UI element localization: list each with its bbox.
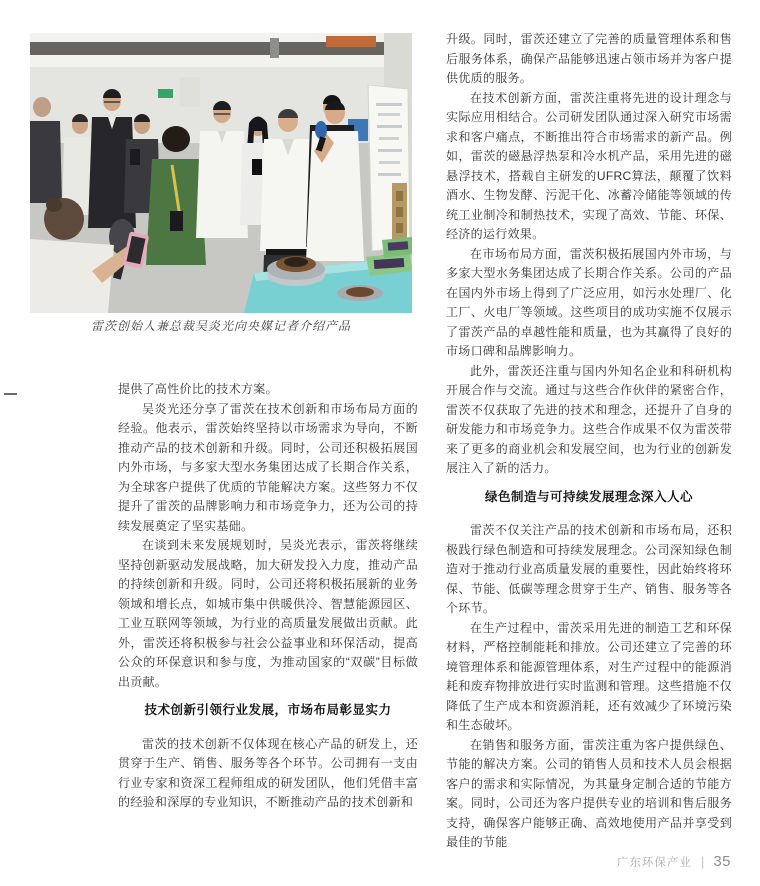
paragraph: 升级。同时，雷茨还建立了完善的质量管理体系和售后服务体系，确保产品能够迅速占领市场并为客户提供优质的服务。 [446,32,732,85]
page-number: 35 [713,853,731,870]
paragraph: 在市场布局方面，雷茨积极拓展国内外市场，与多家大型水务集团达成了长期合作关系。公司的产品在国内外市场上得到了广泛应用，如污水处理厂、化工厂、火电厂等领域。这些项目的成功实施不仅展示了雷茨产品的卓越性能和质量，也为其赢得了良好的市场口碑和品牌影响力。 [446,246,732,358]
page-edge-mark [4,393,17,395]
factory-photo-scene [30,33,412,313]
left-text-column [118,380,418,813]
footer-separator: | [700,854,705,869]
paragraph: 在生产过程中，雷茨采用先进的制造工艺和环保材料，严格控制能耗和排放。公司还建立了完善的环境管理体系和能源管理体系，对生产过程中的能源消耗和废弃物排放进行实时监测和管理。这些措施不仅降低了生产成本和资源消耗，还有效减少了环境污染和生态破坏。 [446,620,732,732]
factory-visit-photo [30,33,412,313]
paragraph: 吴炎光还分享了雷茨在技术创新和市场布局方面的经验。他表示，雷茨始终坚持以市场需求为导向，不断推动产品的技术创新和升级。同时，公司还积极拓展国内外市场，与多家大型水务集团达成了长期合作关系，为全球客户提供了优质的节能解决方案。这些努力不仅提升了雷茨的品牌影响力和市场竞争力，还为公司的持续发展奠定了坚实基础。 [118,401,418,533]
paragraph: 在谈到未来发展规划时，吴炎光表示，雷茨将继续坚持创新驱动发展战略，加大研发投入力度，推动产品的持续创新和升级。同时，公司还将积极拓展新的业务领域和增长点，如城市集中供暖供冷、智慧能源园区、工业互联网等领域，为行业的高质量发展做出贡献。此外，雷茨还将积极参与社会公益事业和环保活动，提高公众的环保意识和参与度，为推动国家的“双碳”目标做出贡献。 [118,538,418,689]
journal-name: 广东环保产业 [616,856,692,869]
section-heading-tech-innovation: 技术创新引领行业发展，市场布局彰显实力 [144,703,392,717]
paragraph: 在技术创新方面，雷茨注重将先进的设计理念与实际应用相结合。公司研发团队通过深入研究市场需求和客户痛点，不断推出符合市场需求的新产品。例如，雷茨的磁悬浮热泵和冷水机产品，采用先进的磁悬浮技术，搭载自主研发的UFRC算法，颠覆了饮料酒水、生物发酵、污泥干化、冰蓄冷储能等领域的传统工业制冷和制热技术，实现了高效、节能、环保、经济的运行效果。 [446,90,732,241]
paragraph: 提供了高性价比的技术方案。 [118,382,278,396]
section-heading-green-manufacturing: 绿色制造与可持续发展理念深入人心 [484,489,693,504]
paragraph: 在销售和服务方面，雷茨注重为客户提供绿色、节能的解决方案。公司的销售人员和技术人员会根据客户的需求和实际情况，为其量身定制合适的节能方案。同时，公司还为客户提供专业的培训和售后服务支持，确保客户能够正确、高效地使用产品并享受到最佳的节能 [446,737,732,849]
paragraph: 雷茨不仅关注产品的技术创新和市场布局，还积极践行绿色制造和可持续发展理念。公司深知绿色制造对于推动行业高质量发展的重要性，因此始终将环保、节能、低碳等理念贯穿于生产、销售、服务等各个环节。 [446,523,732,615]
paragraph: 雷茨的技术创新不仅体现在核心产品的研发上，还贯穿于生产、销售、服务等各个环节。公司拥有一支由行业专家和资深工程师组成的研发团队，他们凭借丰富的经验和深厚的专业知识，不断推动产品的技术创新和 [118,736,418,809]
right-text-column [446,30,732,853]
photo-caption: 雷茨创始人兼总裁吴炎光向央媒记者介绍产品 [90,319,351,333]
page-footer [617,853,731,870]
paragraph: 此外，雷茨还注重与国内外知名企业和科研机构开展合作与交流。通过与这些合作伙伴的紧密合作，雷茨不仅获取了先进的技术和理念，还提升了自身的研发能力和市场竞争力。这些合作成果不仅为雷茨带来了更多的商业机会和发展空间，也为行业的创新发展注入了新的活力。 [446,363,732,475]
